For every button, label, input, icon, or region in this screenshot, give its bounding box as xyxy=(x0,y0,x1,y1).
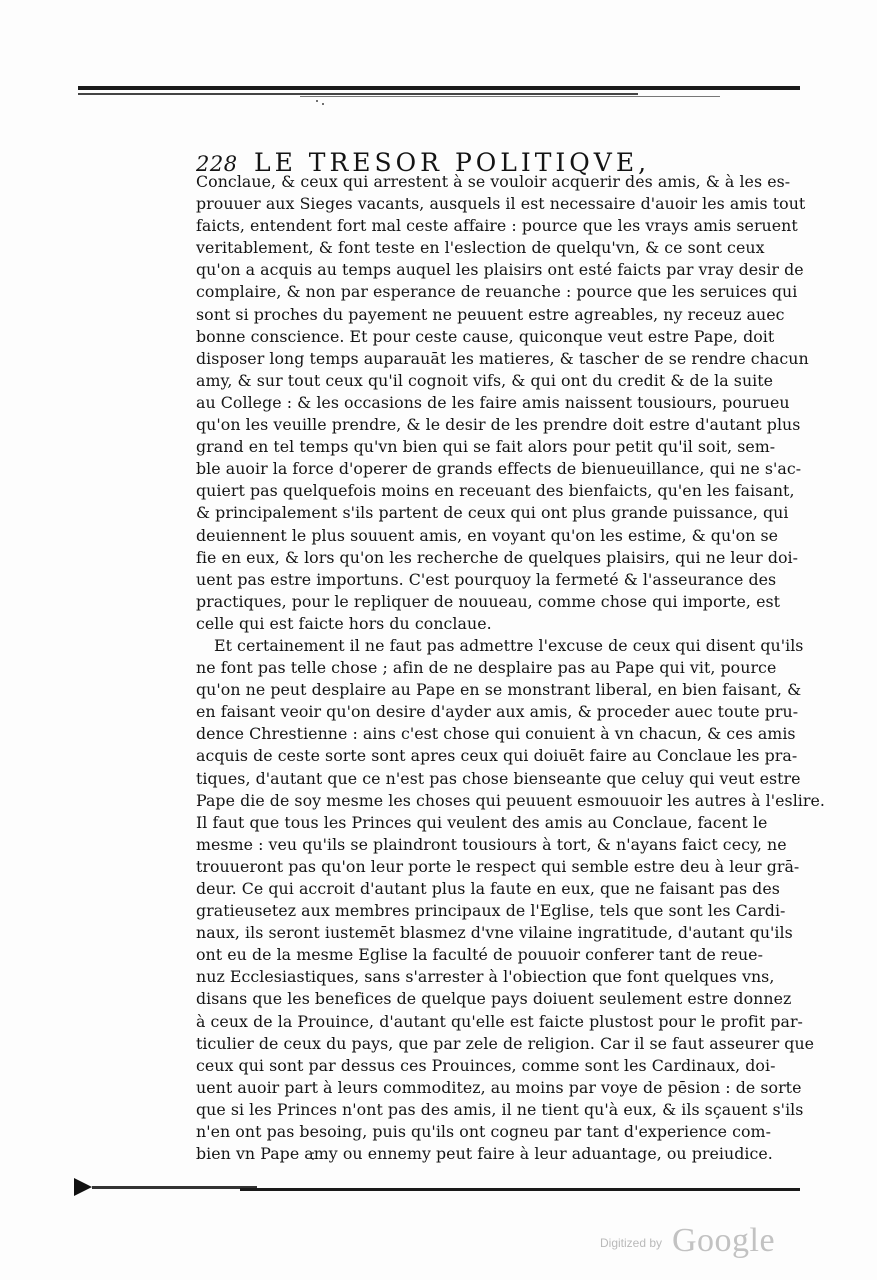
top-rule-shadow xyxy=(78,93,638,95)
text-line: ticulier de ceux du pays, que par zele de religion. Car il se faut asseurer que xyxy=(196,1033,815,1053)
text-line: qu'on a acquis au temps auquel les plaisirs ont esté faicts par vray desir de xyxy=(196,260,804,280)
text-line: uent auoir part à leurs commoditez, au moins par voye de pēsion : de sorte xyxy=(196,1077,802,1097)
text-line: Il faut que tous les Princes qui veulent des amis au Conclaue, facent le xyxy=(196,812,768,832)
text-line: à ceux de la Prouince, d'autant qu'elle est faicte plustost pour le profit par- xyxy=(196,1011,803,1031)
text-line: disposer long temps auparauāt les matieres, & tascher de se rendre chacun xyxy=(196,348,809,368)
text-line: uent pas estre importuns. C'est pourquoy la fermeté & l'asseurance des xyxy=(196,569,777,589)
digitized-watermark xyxy=(600,1222,790,1262)
text-line: ceux qui sont par dessus ces Prouinces, comme sont les Cardinaux, doi- xyxy=(196,1055,776,1075)
text-line: qu'on ne peut desplaire au Pape en se monstrant liberal, en bien faisant, & xyxy=(196,680,802,700)
running-title: LE TRESOR POLITIQVE, xyxy=(254,148,651,177)
bottom-rule xyxy=(240,1188,800,1191)
text-line: trouueront pas qu'on leur porte le respect qui semble estre deu à leur grā- xyxy=(196,856,800,876)
text-line: quiert pas quelquefois moins en receuant des bienfaicts, qu'en les faisant, xyxy=(196,481,795,501)
text-line: naux, ils seront iustemēt blasmez d'vne vilaine ingratitude, d'autant qu'ils xyxy=(196,923,793,943)
top-rule xyxy=(78,86,800,90)
text-line: acquis de ceste sorte sont apres ceux qui doiuēt faire au Conclaue les pra- xyxy=(196,746,798,766)
text-line: bien vn Pape amy ou ennemy peut faire à leur aduantage, ou preiudice. xyxy=(196,1144,773,1164)
text-line: en faisant veoir qu'on desire d'ayder aux amis, & proceder auec toute pru- xyxy=(196,702,799,722)
text-line: celle qui est faicte hors du conclaue. xyxy=(196,613,492,633)
text-line: n'en ont pas besoing, puis qu'ils ont cogneu par tant d'experience com- xyxy=(196,1122,771,1142)
text-line: mesme : veu qu'ils se plaindront tousiours à tort, & n'ayans faict cecy, ne xyxy=(196,834,787,854)
text-line: & principalement s'ils partent de ceux qui ont plus grande puissance, qui xyxy=(196,503,789,523)
paragraph-start-line: Et certainement il ne faut pas admettre l'excuse de ceux qui disent qu'ils xyxy=(214,635,804,655)
text-line: practiques, pour le repliquer de nouueau, comme chose qui importe, est xyxy=(196,591,781,611)
ink-speck xyxy=(316,100,318,102)
text-line: fie en eux, & lors qu'on les recherche de quelques plaisirs, qui ne leur doi- xyxy=(196,547,799,567)
text-line: ble auoir la force d'operer de grands effects de bienueuillance, qui ne s'ac- xyxy=(196,459,802,479)
text-line: Pape die de soy mesme les choses qui peuuent esmouuoir les autres à l'eslire. xyxy=(196,790,825,810)
text-line: tiques, d'autant que ce n'est pas chose bienseante que celuy qui veut estre xyxy=(196,768,801,788)
watermark-label: Digitized by xyxy=(600,1236,663,1250)
body-text xyxy=(196,171,825,1165)
text-line: prouuer aux Sieges vacants, ausquels il est necessaire d'auoir les amis tout xyxy=(196,194,806,214)
text-line: ont eu de la mesme Eglise la faculté de pouuoir conferer tant de reue- xyxy=(196,945,763,965)
text-line: deur. Ce qui accroit d'autant plus la faute en eux, que ne faisant pas des xyxy=(196,879,780,898)
top-rule-fade xyxy=(300,96,720,97)
text-line: qu'on les veuille prendre, & le desir de les prendre doit estre d'autant plus xyxy=(196,415,801,435)
text-line: disans que les benefices de quelque pays doiuent seulement estre donnez xyxy=(196,989,792,1009)
text-line: amy, & sur tout ceux qu'il cognoit vifs, & qui ont du credit & de la suite xyxy=(196,370,774,390)
text-line: sont si proches du payement ne peuuent estre agreables, ny receuz auec xyxy=(196,304,785,324)
text-line: gratieusetez aux membres principaux de l'Eglise, tels que sont les Cardi- xyxy=(196,901,786,921)
bottom-rule-left xyxy=(92,1186,257,1189)
text-line: bonne conscience. Et pour ceste cause, quiconque veut estre Pape, doit xyxy=(196,326,775,346)
page-corner-mark xyxy=(74,1178,92,1196)
google-logo: Google xyxy=(672,1222,776,1259)
text-line: grand en tel temps qu'vn bien qui se fait alors pour petit qu'il soit, sem- xyxy=(196,437,776,457)
text-line: au College : & les occasions de les faire amis naissent tousiours, pourueu xyxy=(196,392,790,412)
text-line: deuiennent le plus souuent amis, en voyant qu'on les estime, & qu'on se xyxy=(196,525,778,545)
text-line: dence Chrestienne : ains c'est chose qui conuient à vn chacun, & ces amis xyxy=(196,724,796,744)
text-line: veritablement, & font teste en l'eslection de quelqu'vn, & ce sont ceux xyxy=(196,238,765,258)
page-number: 228 xyxy=(196,152,238,176)
text-line: ne font pas telle chose ; afin de ne desplaire pas au Pape qui vit, pource xyxy=(196,658,777,678)
ink-speck xyxy=(322,103,324,105)
text-line: Conclaue, & ceux qui arrestent à se vouloir acquerir des amis, & à les es- xyxy=(196,172,791,191)
text-line: que si les Princes n'ont pas des amis, il ne tient qu'à eux, & ils sçauent s'ils xyxy=(196,1099,804,1119)
text-line: complaire, & non par esperance de reuanche : pource que les seruices qui xyxy=(196,282,798,302)
text-line: nuz Ecclesiastiques, sans s'arrester à l'obiection que font quelques vns, xyxy=(196,967,775,987)
text-line: faicts, entendent fort mal ceste affaire : pource que les vrays amis seruent xyxy=(196,216,798,236)
